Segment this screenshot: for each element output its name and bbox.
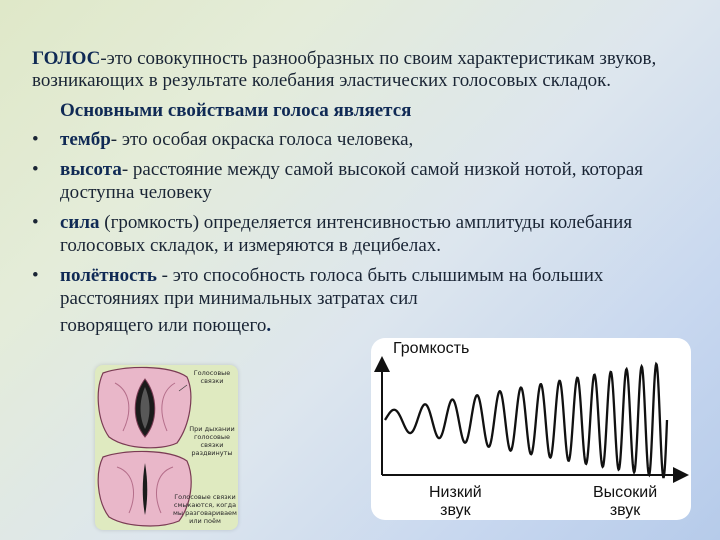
property-term: высота	[60, 158, 122, 180]
properties-heading: Основными свойствами голоса является	[60, 100, 412, 121]
low-label-line1: Низкий	[429, 484, 482, 501]
vocal-folds-illustration	[95, 365, 238, 530]
folds-mid-caption: При дыхании голосовые связки раздвинуты	[189, 425, 235, 457]
property-tail: говорящего или поющего	[60, 314, 267, 336]
intro-definition: -это совокупность разнообразных по своим характеристикам звуков, возникающих в результате колебания эластических голосовых складок.	[32, 48, 657, 91]
bullet-icon: •	[32, 129, 39, 150]
property-timbre	[32, 128, 702, 152]
folds-top-caption: Голосовые связки	[193, 369, 231, 385]
high-label-line2: звук	[609, 502, 641, 519]
loudness-figure	[371, 338, 691, 520]
property-pitch	[32, 158, 702, 205]
low-sound-label	[429, 484, 482, 520]
property-loudness	[32, 211, 702, 258]
property-term: тембр	[60, 129, 111, 150]
bullet-icon: •	[32, 264, 39, 286]
intro-term: ГОЛОС	[32, 48, 101, 69]
sound-wave	[385, 364, 667, 477]
folds-bottom-caption: Голосовые связки смыкаются, когда мы разговариваем или поём	[173, 493, 237, 525]
property-term: сила	[60, 211, 100, 233]
property-text: (громкость) определяется интенсивностью амплитуды колебания голосовых складок, и измеряются в децибелах.	[60, 211, 633, 256]
bullet-icon: •	[32, 158, 39, 180]
low-label-line2: звук	[440, 502, 471, 519]
high-label-line1: Высокий	[593, 484, 658, 501]
property-text: - это способность голоса быть слышимым на больших расстояниях при минимальных затратах сил	[60, 264, 604, 309]
property-term: полётность	[60, 264, 157, 286]
property-text: - это особая окраска голоса человека,	[110, 129, 414, 150]
bullet-icon: •	[32, 211, 39, 233]
property-tail-line	[60, 311, 702, 341]
property-tail-end: .	[266, 314, 272, 336]
intro-paragraph	[32, 48, 702, 92]
properties-list	[32, 128, 702, 341]
high-sound-label	[593, 484, 657, 520]
slide-text	[32, 48, 702, 347]
property-projection	[32, 264, 702, 341]
property-text: - расстояние между самой высокой самой низкой нотой, которая доступна человеку	[60, 158, 644, 203]
loudness-y-label: Громкость	[393, 340, 470, 357]
